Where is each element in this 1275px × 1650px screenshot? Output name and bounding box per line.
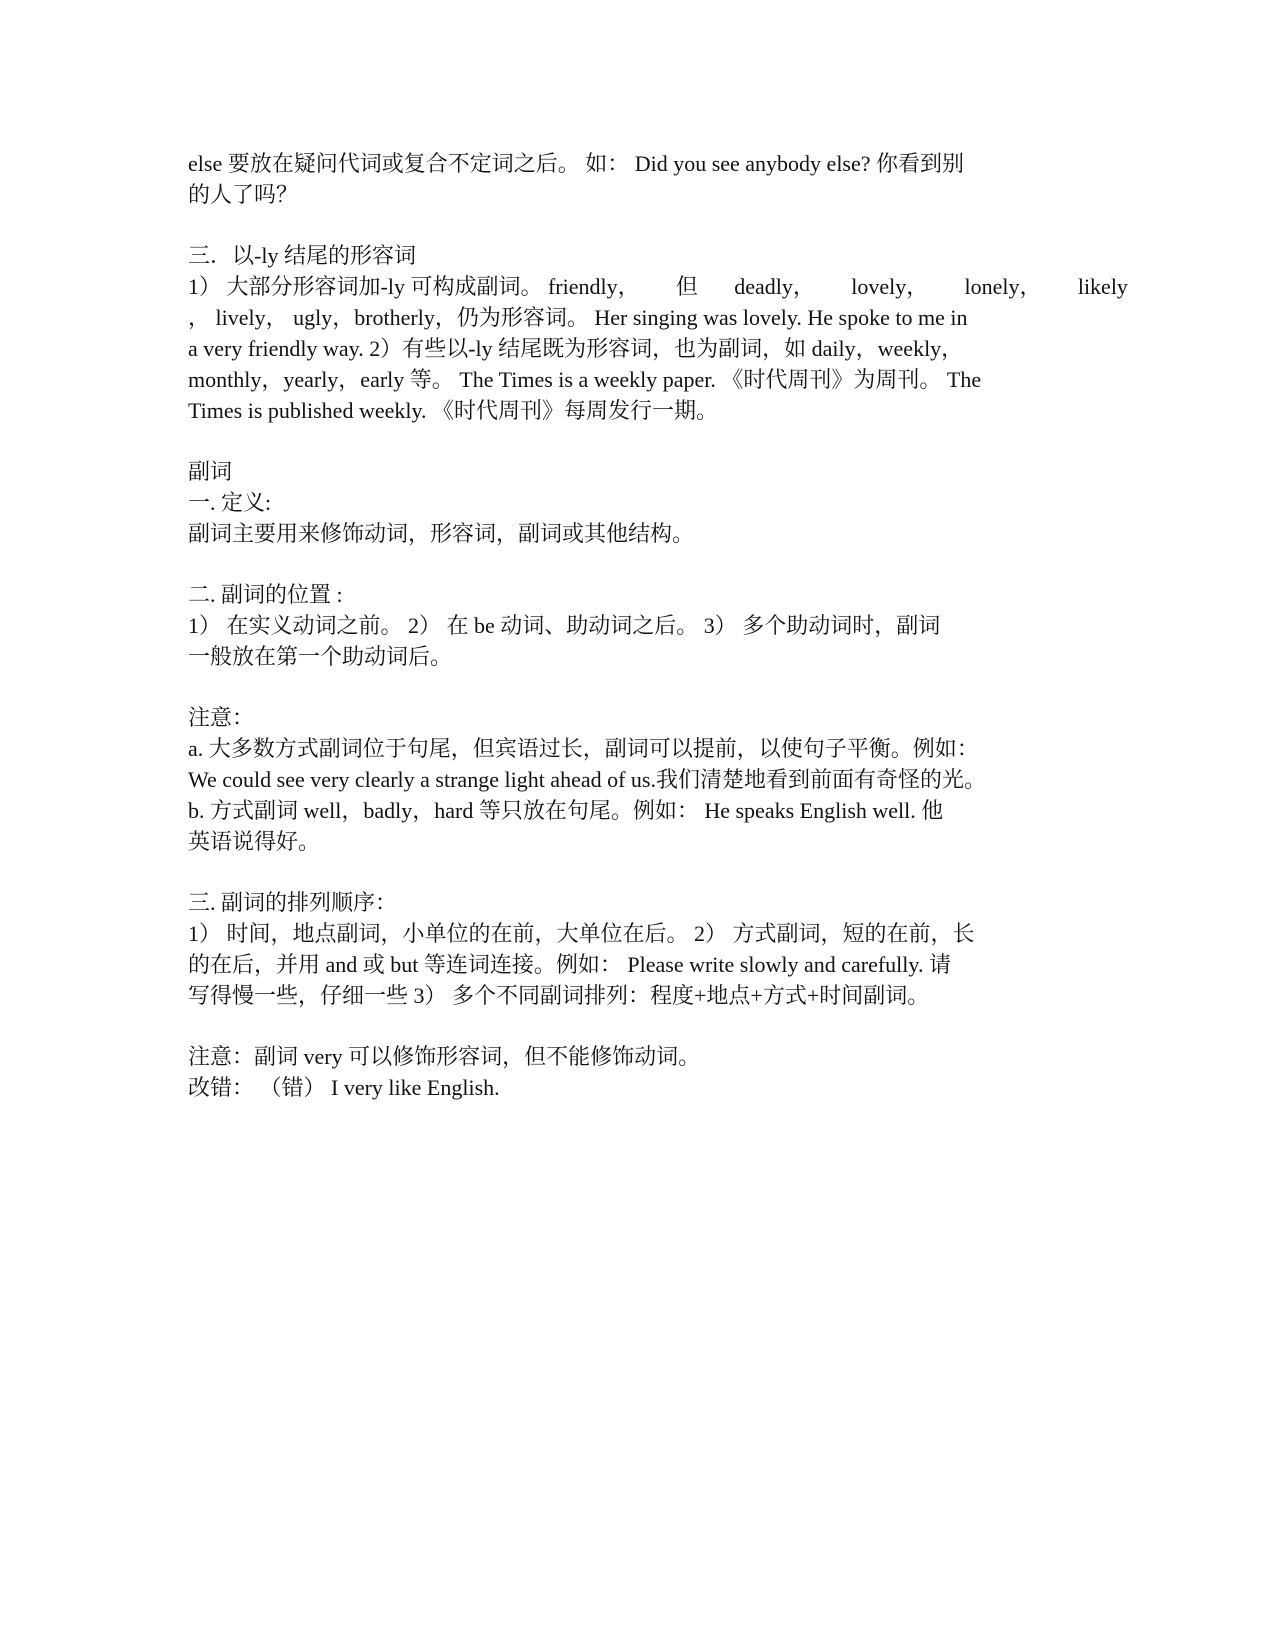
text-line: else 要放在疑问代词或复合不定词之后。 如： Did you see anybody else? 你看到别 xyxy=(188,151,965,176)
text-line: 改错： （错） I very like English. xyxy=(188,1075,500,1100)
text-line: 注意：副词 very 可以修饰形容词，但不能修饰动词。 xyxy=(188,1044,701,1069)
section-heading: 注意： xyxy=(188,705,255,730)
paragraph-else xyxy=(188,148,1128,210)
text-line: monthly，yearly，early 等。 The Times is a weekly paper. 《时代周刊》为周刊。 The xyxy=(188,367,982,392)
text-line: 副词主要用来修饰动词，形容词，副词或其他结构。 xyxy=(188,521,695,546)
text-line: a. 大多数方式副词位于句尾，但宾语过长，副词可以提前，以使句子平衡。例如： xyxy=(188,736,979,761)
text-fragment: deadly， xyxy=(734,274,815,299)
paragraph-note-position xyxy=(188,702,1128,857)
section-heading: 三．以-ly 结尾的形容词 xyxy=(188,243,416,268)
text-line: ， lively， ugly，brotherly，仍为形容词。 Her singing was lovely. He spoke to me in xyxy=(188,305,968,330)
text-line: a very friendly way. 2）有些以-ly 结尾既为形容词，也为副词，如 daily，weekly， xyxy=(188,336,964,361)
text-line: 写得慢一些，仔细一些 3） 多个不同副词排列：程度+地点+方式+时间副词。 xyxy=(188,983,930,1008)
text-line: 1） 在实义动词之前。 2） 在 be 动词、助动词之后。 3） 多个助动词时，副词 xyxy=(188,613,941,638)
paragraph-ly-adjectives xyxy=(188,240,1128,426)
section-heading: 一. 定义: xyxy=(188,490,272,515)
text-line: 英语说得好。 xyxy=(188,829,321,854)
text-fragment: 1） 大部分形容词加-ly 可构成副词。 friendly， xyxy=(188,274,640,299)
section-heading: 三. 副词的排列顺序： xyxy=(188,890,398,915)
text-fragment: 但 xyxy=(675,274,698,299)
text-fragment: lovely， xyxy=(851,274,929,299)
text-fragment: lonely， xyxy=(964,274,1042,299)
text-line: 1） 时间，地点副词，小单位的在前，大单位在后。 2） 方式副词，短的在前，长 xyxy=(188,921,975,946)
document-page xyxy=(188,148,1128,1133)
text-line: 一般放在第一个助动词后。 xyxy=(188,644,453,669)
text-fragment: likely xyxy=(1077,274,1128,299)
text-line: We could see very clearly a strange light ahead of us.我们清楚地看到前面有奇怪的光。 xyxy=(188,767,986,792)
paragraph-adverb-definition xyxy=(188,456,1128,549)
text-line: 的在后，并用 and 或 but 等连词连接。例如： Please write slowly and carefully. 请 xyxy=(188,952,951,977)
paragraph-note-very xyxy=(188,1041,1128,1103)
section-title: 副词 xyxy=(188,459,233,484)
text-line: Times is published weekly. 《时代周刊》每周发行一期。 xyxy=(188,398,719,423)
section-heading: 二. 副词的位置 : xyxy=(188,582,343,607)
paragraph-adverb-position xyxy=(188,579,1128,672)
text-line-justified xyxy=(188,271,1128,302)
text-line: 的人了吗？ xyxy=(188,182,299,207)
text-line: b. 方式副词 well，badly，hard 等只放在句尾。例如： He speaks English well. 他 xyxy=(188,798,944,823)
paragraph-adverb-order xyxy=(188,887,1128,1011)
